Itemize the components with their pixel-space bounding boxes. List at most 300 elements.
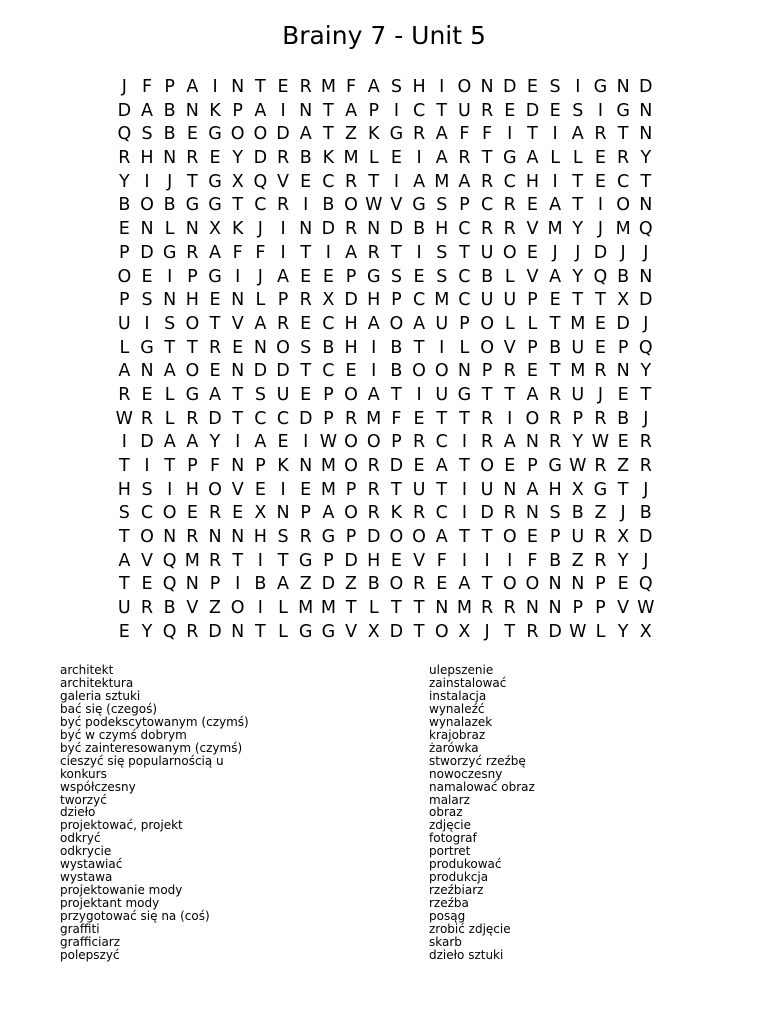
grid-letter[interactable]: T xyxy=(187,337,198,358)
grid-letter[interactable]: Z xyxy=(571,550,584,571)
grid-letter[interactable]: T xyxy=(436,100,448,121)
grid-letter[interactable]: E xyxy=(390,148,402,169)
grid-letter[interactable]: L xyxy=(278,598,288,619)
grid-letter[interactable]: M xyxy=(320,456,336,476)
grid-letter[interactable]: A xyxy=(549,266,562,287)
grid-letter[interactable]: B xyxy=(549,550,562,571)
grid-letter[interactable]: P xyxy=(549,527,561,548)
grid-letter[interactable]: V xyxy=(141,550,153,571)
grid-letter[interactable]: H xyxy=(185,479,199,500)
grid-letter[interactable]: L xyxy=(255,290,266,311)
grid-letter[interactable]: R xyxy=(412,503,426,524)
grid-letter[interactable]: N xyxy=(299,219,313,240)
grid-letter[interactable]: T xyxy=(118,456,130,476)
grid-letter[interactable]: R xyxy=(639,432,652,453)
grid-letter[interactable]: E xyxy=(300,313,312,334)
grid-letter[interactable]: B xyxy=(163,124,176,145)
grid-letter[interactable]: K xyxy=(277,456,289,476)
grid-letter[interactable]: Y xyxy=(617,550,629,571)
grid-letter[interactable]: N xyxy=(503,479,517,500)
grid-letter[interactable]: T xyxy=(481,574,493,595)
grid-letter[interactable]: D xyxy=(208,621,222,642)
grid-letter[interactable]: V xyxy=(390,195,403,216)
grid-letter[interactable]: I xyxy=(280,100,286,121)
grid-letter[interactable]: D xyxy=(593,242,608,263)
grid-letter[interactable]: Y xyxy=(141,621,153,642)
grid-letter[interactable]: O xyxy=(412,361,426,382)
grid-letter[interactable]: F xyxy=(346,77,357,97)
grid-letter[interactable]: D xyxy=(321,574,336,595)
grid-letter[interactable]: F xyxy=(232,242,243,263)
grid-letter[interactable]: V xyxy=(345,621,358,642)
grid-letter[interactable]: G xyxy=(185,195,200,216)
grid-letter[interactable]: Z xyxy=(345,124,358,145)
grid-letter[interactable]: G xyxy=(389,124,404,145)
grid-letter[interactable]: R xyxy=(481,171,494,192)
grid-letter[interactable]: R xyxy=(594,408,607,429)
grid-letter[interactable]: R xyxy=(594,361,607,382)
grid-letter[interactable]: S xyxy=(300,337,312,358)
grid-letter[interactable]: T xyxy=(391,384,402,405)
grid-letter[interactable]: M xyxy=(434,171,450,192)
grid-letter[interactable]: O xyxy=(366,432,381,453)
grid-letter[interactable]: C xyxy=(503,171,516,192)
grid-letter[interactable]: D xyxy=(616,313,630,334)
grid-letter[interactable]: R xyxy=(503,598,516,619)
grid-letter[interactable]: J xyxy=(643,313,649,334)
grid-letter[interactable]: M xyxy=(320,598,336,619)
grid-letter[interactable]: T xyxy=(391,479,402,500)
grid-letter[interactable]: E xyxy=(594,148,606,169)
grid-letter[interactable]: P xyxy=(459,195,470,216)
grid-letter[interactable]: O xyxy=(525,408,540,429)
grid-letter[interactable]: P xyxy=(391,290,402,311)
grid-letter[interactable]: E xyxy=(209,361,221,382)
grid-letter[interactable]: F xyxy=(459,124,470,145)
grid-letter[interactable]: E xyxy=(594,171,606,192)
grid-letter[interactable]: D xyxy=(140,432,154,453)
grid-letter[interactable]: V xyxy=(503,337,516,358)
grid-letter[interactable]: B xyxy=(617,408,630,429)
grid-letter[interactable]: R xyxy=(186,148,199,169)
grid-letter[interactable]: I xyxy=(121,432,127,453)
grid-letter[interactable]: O xyxy=(412,527,426,548)
grid-letter[interactable]: A xyxy=(163,361,176,382)
grid-letter[interactable]: I xyxy=(235,266,241,287)
grid-letter[interactable]: W xyxy=(591,432,610,453)
grid-letter[interactable]: B xyxy=(639,503,652,524)
grid-letter[interactable]: K xyxy=(367,124,380,145)
grid-letter[interactable]: W xyxy=(319,432,338,453)
grid-letter[interactable]: W xyxy=(569,456,587,476)
grid-letter[interactable]: T xyxy=(481,527,493,548)
grid-letter[interactable]: S xyxy=(390,266,402,287)
grid-letter[interactable]: T xyxy=(572,171,584,192)
grid-letter[interactable]: N xyxy=(639,195,653,216)
grid-letter[interactable]: P xyxy=(209,574,221,595)
grid-letter[interactable]: A xyxy=(141,100,153,121)
grid-letter[interactable]: R xyxy=(503,503,516,524)
grid-letter[interactable]: V xyxy=(526,219,539,240)
grid-letter[interactable]: P xyxy=(481,361,493,382)
grid-letter[interactable]: L xyxy=(504,266,515,287)
grid-letter[interactable]: C xyxy=(254,408,267,429)
grid-letter[interactable]: O xyxy=(480,337,494,358)
grid-letter[interactable]: T xyxy=(300,242,312,263)
grid-letter[interactable]: R xyxy=(186,242,199,263)
grid-letter[interactable]: A xyxy=(549,195,562,216)
grid-letter[interactable]: I xyxy=(303,432,309,453)
grid-letter[interactable]: E xyxy=(322,266,334,287)
grid-letter[interactable]: J xyxy=(167,171,173,192)
grid-letter[interactable]: D xyxy=(276,124,290,145)
grid-letter[interactable]: I xyxy=(144,171,150,192)
grid-letter[interactable]: F xyxy=(141,77,153,97)
grid-letter[interactable]: E xyxy=(526,527,538,548)
grid-letter[interactable]: D xyxy=(503,77,517,97)
grid-letter[interactable]: I xyxy=(167,479,173,500)
grid-letter[interactable]: U xyxy=(571,337,585,358)
grid-letter[interactable]: A xyxy=(322,503,335,524)
grid-letter[interactable]: I xyxy=(325,242,331,263)
grid-letter[interactable]: N xyxy=(140,219,154,240)
grid-letter[interactable]: D xyxy=(253,361,268,382)
grid-letter[interactable]: E xyxy=(209,148,221,169)
grid-letter[interactable]: E xyxy=(232,337,244,358)
grid-letter[interactable]: O xyxy=(344,503,358,524)
grid-letter[interactable]: I xyxy=(461,550,467,571)
grid-letter[interactable]: N xyxy=(571,574,585,595)
grid-letter[interactable]: I xyxy=(507,408,513,429)
grid-letter[interactable]: J xyxy=(620,503,626,524)
grid-letter[interactable]: M xyxy=(570,361,586,382)
grid-letter[interactable]: S xyxy=(549,503,561,524)
grid-letter[interactable]: E xyxy=(300,266,312,287)
grid-letter[interactable]: O xyxy=(389,313,404,334)
grid-letter[interactable]: Y xyxy=(572,219,584,240)
grid-letter[interactable]: S xyxy=(436,242,448,263)
grid-letter[interactable]: A xyxy=(209,384,222,405)
grid-letter[interactable]: E xyxy=(300,384,312,405)
grid-letter[interactable]: E xyxy=(118,621,130,642)
grid-letter[interactable]: C xyxy=(412,100,426,121)
grid-letter[interactable]: P xyxy=(595,574,606,595)
grid-letter[interactable]: P xyxy=(119,242,130,263)
grid-letter[interactable]: R xyxy=(299,77,312,97)
grid-letter[interactable]: T xyxy=(323,100,334,121)
grid-letter[interactable]: E xyxy=(345,361,357,382)
grid-letter[interactable]: C xyxy=(458,266,471,287)
grid-letter[interactable]: I xyxy=(552,124,558,145)
grid-letter[interactable]: D xyxy=(639,290,653,311)
grid-letter[interactable]: N xyxy=(185,574,199,595)
grid-letter[interactable]: D xyxy=(140,242,154,263)
grid-letter[interactable]: T xyxy=(640,171,652,192)
grid-letter[interactable]: M xyxy=(434,290,450,311)
grid-letter[interactable]: M xyxy=(298,598,314,619)
grid-letter[interactable]: G xyxy=(298,550,313,571)
grid-letter[interactable]: D xyxy=(276,361,290,382)
grid-letter[interactable]: P xyxy=(368,100,379,121)
grid-letter[interactable]: U xyxy=(117,598,131,619)
grid-letter[interactable]: P xyxy=(187,456,198,476)
grid-letter[interactable]: R xyxy=(140,408,154,429)
grid-letter[interactable]: M xyxy=(366,408,382,429)
grid-letter[interactable]: E xyxy=(436,574,448,595)
grid-letter[interactable]: X xyxy=(322,290,335,311)
grid-letter[interactable]: O xyxy=(389,574,404,595)
grid-letter[interactable]: N xyxy=(231,456,245,476)
grid-letter[interactable]: G xyxy=(208,171,222,192)
grid-letter[interactable]: I xyxy=(484,550,490,571)
grid-letter[interactable]: Z xyxy=(299,574,312,595)
grid-letter[interactable]: W xyxy=(569,621,587,642)
grid-letter[interactable]: G xyxy=(140,337,154,358)
grid-letter[interactable]: B xyxy=(481,266,494,287)
grid-letter[interactable]: O xyxy=(434,621,449,642)
grid-letter[interactable]: M xyxy=(456,598,472,619)
grid-letter[interactable]: J xyxy=(552,242,558,263)
grid-letter[interactable]: Q xyxy=(117,124,132,145)
grid-letter[interactable]: O xyxy=(185,313,200,334)
grid-letter[interactable]: R xyxy=(344,219,358,240)
grid-letter[interactable]: R xyxy=(276,313,290,334)
grid-letter[interactable]: C xyxy=(322,171,335,192)
grid-letter[interactable]: E xyxy=(277,77,289,97)
grid-letter[interactable]: O xyxy=(502,574,517,595)
grid-letter[interactable]: E xyxy=(617,432,629,453)
grid-letter[interactable]: H xyxy=(344,313,358,334)
grid-letter[interactable]: W xyxy=(115,408,133,429)
grid-letter[interactable]: R xyxy=(549,408,562,429)
grid-letter[interactable]: R xyxy=(186,408,199,429)
grid-letter[interactable]: T xyxy=(232,384,244,405)
grid-letter[interactable]: H xyxy=(548,479,562,500)
grid-letter[interactable]: R xyxy=(594,456,607,476)
grid-letter[interactable]: C xyxy=(458,219,471,240)
grid-letter[interactable]: D xyxy=(298,408,313,429)
grid-letter[interactable]: T xyxy=(391,242,402,263)
grid-letter[interactable]: R xyxy=(458,148,471,169)
grid-letter[interactable]: A xyxy=(526,148,539,169)
grid-letter[interactable]: A xyxy=(435,456,448,476)
grid-letter[interactable]: C xyxy=(254,195,267,216)
grid-letter[interactable]: R xyxy=(118,384,131,405)
grid-letter[interactable]: J xyxy=(643,408,649,429)
grid-letter[interactable]: P xyxy=(232,100,243,121)
grid-letter[interactable]: N xyxy=(548,574,562,595)
grid-letter[interactable]: Y xyxy=(640,361,652,382)
grid-letter[interactable]: C xyxy=(458,290,471,311)
grid-letter[interactable]: P xyxy=(277,290,289,311)
grid-letter[interactable]: R xyxy=(503,219,516,240)
grid-letter[interactable]: P xyxy=(255,456,266,476)
grid-letter[interactable]: P xyxy=(572,598,584,619)
grid-letter[interactable]: W xyxy=(637,598,655,619)
grid-letter[interactable]: T xyxy=(549,313,561,334)
grid-letter[interactable]: A xyxy=(458,171,471,192)
grid-letter[interactable]: E xyxy=(617,384,629,405)
grid-letter[interactable]: N xyxy=(435,598,449,619)
grid-letter[interactable]: V xyxy=(231,313,244,334)
grid-letter[interactable]: E xyxy=(549,290,561,311)
grid-letter[interactable]: T xyxy=(323,124,334,145)
grid-letter[interactable]: R xyxy=(617,148,630,169)
grid-letter[interactable]: N xyxy=(525,598,539,619)
grid-letter[interactable]: M xyxy=(547,219,563,240)
grid-letter[interactable]: E xyxy=(209,290,221,311)
grid-letter[interactable]: E xyxy=(141,266,153,287)
grid-letter[interactable]: A xyxy=(345,100,358,121)
grid-letter[interactable]: L xyxy=(368,598,379,619)
grid-letter[interactable]: R xyxy=(412,432,426,453)
grid-letter[interactable]: R xyxy=(549,432,562,453)
grid-letter[interactable]: T xyxy=(300,361,312,382)
grid-letter[interactable]: F xyxy=(436,550,447,571)
grid-letter[interactable]: E xyxy=(186,124,198,145)
grid-letter[interactable]: T xyxy=(459,527,470,548)
grid-letter[interactable]: Q xyxy=(638,574,653,595)
grid-letter[interactable]: U xyxy=(503,290,517,311)
grid-letter[interactable]: Y xyxy=(640,148,652,169)
grid-letter[interactable]: Q xyxy=(638,337,653,358)
grid-letter[interactable]: Q xyxy=(162,621,177,642)
grid-letter[interactable]: R xyxy=(367,479,380,500)
grid-letter[interactable]: M xyxy=(184,550,200,571)
grid-letter[interactable]: L xyxy=(550,148,560,169)
grid-letter[interactable]: J xyxy=(257,219,263,240)
grid-letter[interactable]: N xyxy=(253,337,267,358)
grid-letter[interactable]: D xyxy=(117,100,132,121)
grid-letter[interactable]: F xyxy=(209,456,221,476)
grid-letter[interactable]: R xyxy=(344,171,358,192)
grid-letter[interactable]: E xyxy=(300,479,312,500)
grid-letter[interactable]: A xyxy=(277,266,290,287)
grid-letter[interactable]: D xyxy=(639,527,653,548)
grid-letter[interactable]: I xyxy=(416,384,422,405)
grid-letter[interactable]: S xyxy=(141,290,153,311)
grid-letter[interactable]: G xyxy=(366,266,381,287)
grid-letter[interactable]: S xyxy=(277,527,289,548)
grid-letter[interactable]: P xyxy=(345,266,357,287)
grid-letter[interactable]: I xyxy=(597,100,604,121)
grid-letter[interactable]: L xyxy=(164,384,175,405)
grid-letter[interactable]: T xyxy=(459,408,470,429)
grid-letter[interactable]: Y xyxy=(572,266,584,287)
grid-letter[interactable]: N xyxy=(276,503,290,524)
grid-letter[interactable]: H xyxy=(525,171,540,192)
grid-letter[interactable]: N xyxy=(457,361,471,382)
grid-letter[interactable]: V xyxy=(617,598,630,619)
grid-letter[interactable]: E xyxy=(594,313,606,334)
grid-letter[interactable]: C xyxy=(140,503,154,524)
grid-letter[interactable]: E xyxy=(526,77,538,97)
grid-letter[interactable]: T xyxy=(413,598,425,619)
grid-letter[interactable]: R xyxy=(481,219,494,240)
grid-letter[interactable]: P xyxy=(527,337,538,358)
grid-letter[interactable]: Y xyxy=(232,148,244,169)
grid-letter[interactable]: R xyxy=(481,100,494,121)
grid-letter[interactable]: M xyxy=(320,479,336,500)
grid-letter[interactable]: I xyxy=(280,479,286,500)
grid-letter[interactable]: A xyxy=(118,550,131,571)
grid-letter[interactable]: T xyxy=(232,550,244,571)
grid-letter[interactable]: X xyxy=(231,171,244,192)
grid-letter[interactable]: D xyxy=(389,219,404,240)
grid-letter[interactable]: B xyxy=(413,219,426,240)
grid-letter[interactable]: E xyxy=(526,242,538,263)
grid-letter[interactable]: F xyxy=(527,550,538,571)
grid-letter[interactable]: R xyxy=(594,550,607,571)
grid-letter[interactable]: H xyxy=(117,479,131,500)
grid-letter[interactable]: D xyxy=(344,290,358,311)
grid-letter[interactable]: Z xyxy=(594,503,607,524)
grid-letter[interactable]: P xyxy=(617,337,629,358)
grid-letter[interactable]: I xyxy=(461,479,467,500)
grid-letter[interactable]: N xyxy=(616,77,630,97)
grid-letter[interactable]: S xyxy=(164,313,176,334)
grid-letter[interactable]: I xyxy=(393,100,399,121)
grid-letter[interactable]: G xyxy=(208,124,222,145)
grid-letter[interactable]: P xyxy=(323,550,334,571)
grid-letter[interactable]: T xyxy=(504,621,516,642)
grid-letter[interactable]: R xyxy=(503,361,516,382)
grid-letter[interactable]: I xyxy=(235,574,241,595)
grid-letter[interactable]: E xyxy=(413,456,425,476)
grid-letter[interactable]: T xyxy=(118,574,130,595)
grid-letter[interactable]: A xyxy=(571,124,584,145)
grid-letter[interactable]: O xyxy=(434,361,449,382)
grid-letter[interactable]: S xyxy=(390,77,402,97)
grid-letter[interactable]: E xyxy=(617,574,629,595)
grid-letter[interactable]: H xyxy=(140,148,154,169)
grid-letter[interactable]: R xyxy=(594,527,607,548)
grid-letter[interactable]: Q xyxy=(162,550,177,571)
grid-letter[interactable]: T xyxy=(118,527,130,548)
grid-letter[interactable]: J xyxy=(121,77,127,97)
grid-letter[interactable]: S xyxy=(118,503,130,524)
grid-letter[interactable]: E xyxy=(594,337,606,358)
grid-letter[interactable]: N xyxy=(231,527,245,548)
grid-letter[interactable]: V xyxy=(186,598,199,619)
grid-letter[interactable]: B xyxy=(549,337,562,358)
grid-letter[interactable]: Y xyxy=(118,171,130,192)
grid-letter[interactable]: O xyxy=(208,479,222,500)
grid-letter[interactable]: D xyxy=(366,527,381,548)
grid-letter[interactable]: P xyxy=(459,313,470,334)
grid-letter[interactable]: X xyxy=(367,621,380,642)
grid-letter[interactable]: N xyxy=(163,527,177,548)
grid-letter[interactable]: I xyxy=(144,456,150,476)
grid-letter[interactable]: D xyxy=(639,77,653,97)
grid-letter[interactable]: I xyxy=(393,171,399,192)
grid-letter[interactable]: R xyxy=(549,384,562,405)
grid-letter[interactable]: T xyxy=(413,621,425,642)
grid-letter[interactable]: E xyxy=(413,266,425,287)
grid-letter[interactable]: P xyxy=(391,432,402,453)
grid-letter[interactable]: P xyxy=(187,266,198,287)
grid-letter[interactable]: S xyxy=(572,100,584,121)
grid-letter[interactable]: B xyxy=(163,100,176,121)
grid-letter[interactable]: N xyxy=(185,100,199,121)
grid-letter[interactable]: G xyxy=(593,77,608,97)
grid-letter[interactable]: X xyxy=(209,219,222,240)
grid-letter[interactable]: W xyxy=(365,195,383,216)
grid-letter[interactable]: L xyxy=(504,313,515,334)
grid-letter[interactable]: B xyxy=(299,148,312,169)
grid-letter[interactable]: J xyxy=(597,384,604,405)
grid-letter[interactable]: O xyxy=(344,384,358,405)
